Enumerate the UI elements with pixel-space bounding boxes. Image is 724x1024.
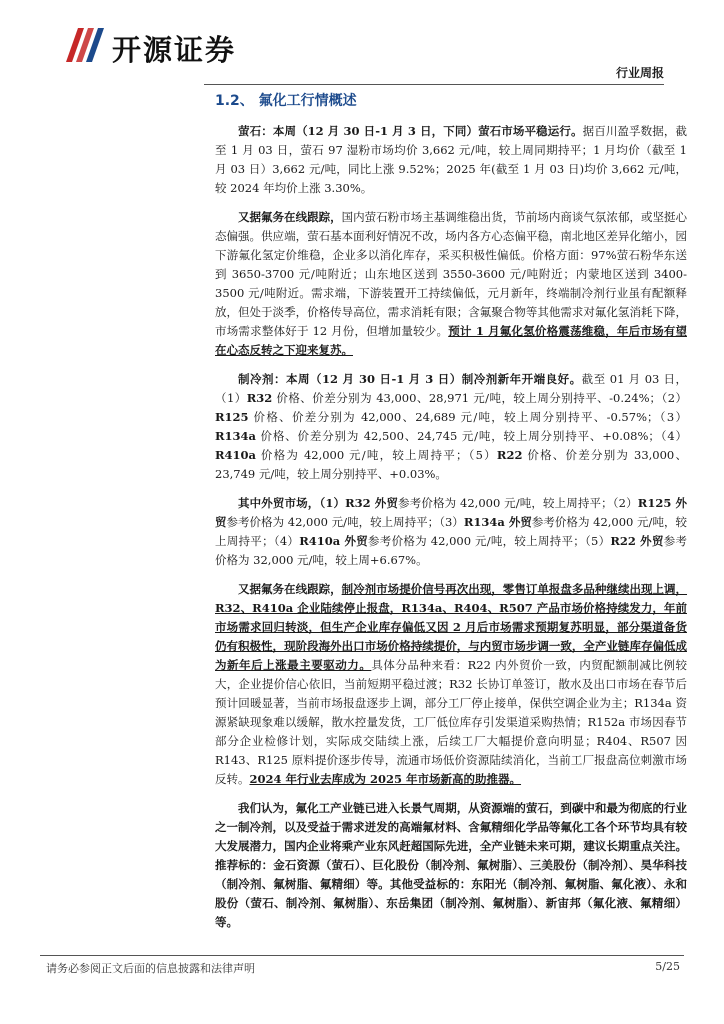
refrigerant-lead: 制冷剂：本周（12 月 30 日-1 月 3 日）制冷剂新年开端良好。: [238, 372, 582, 386]
product-r134a: R134a: [215, 429, 257, 443]
export-market-paragraph: [215, 494, 687, 570]
company-logo: [60, 22, 280, 72]
header-divider: [204, 84, 664, 85]
fluorite-tracking-highlight: 预计 1 月氟化氢价格震荡维稳，年后市场有望在心态反转之下迎来复苏。: [215, 324, 687, 357]
fluorite-tracking-lead: 又据氟务在线跟踪，: [238, 210, 342, 224]
footer-disclaimer: 请务必参阅正文后面的信息披露和法律声明: [46, 962, 255, 975]
main-content: [215, 92, 687, 942]
fluorite-body: 据百川盈孚数据，截至 1 月 03 日，萤石 97 湿粉市场均价 3,662 元/吨，较上周同期持平；1 月均价（截至 1 月 03 日）3,662 元/吨，同比上涨 9.52%；2025 年(截至 1 月 03 日)均价 3,662 元/吨，较 2024 年均价上涨 3.30%。: [215, 124, 687, 195]
export-r22: R22 外贸: [610, 534, 664, 548]
footer-divider: [40, 955, 684, 956]
report-type-label: 行业周报: [615, 66, 664, 80]
export-r125: R125 外贸: [215, 496, 687, 529]
export-r410a: R410a 外贸: [299, 534, 369, 548]
product-r22: R22: [496, 448, 523, 462]
conclusion-text: 我们认为，氟化工产业链已进入长景气周期，从资源端的萤石，到碳中和最为彻底的行业之一制冷剂，以及受益于需求迸发的高端氟材料、含氟精细化学品等氟化工各个环节均具有较大发展潜力，国内企业将乘产业东风赶超国际先进，全产业链未来可期，建议长期重点关注。推荐标的：金石资源（萤石）、巨化股份（制冷剂、氟树脂）、三美股份（制冷剂）、昊华科技（制冷剂、氟树脂、氟精细）等。其他受益标的：东阳光（制冷剂、氟树脂、氟化液）、永和股份（萤石、制冷剂、氟树脂）、东岳集团（制冷剂、氟树脂）、新宙邦（氟化液、氟精细）等。: [215, 801, 687, 929]
page-number: 5/25: [655, 960, 680, 973]
export-text: 参考价格为 42,000 元/吨，较上周持平；（4）: [215, 515, 687, 548]
export-r32: R32 外贸: [345, 496, 399, 510]
conclusion-paragraph: [215, 799, 687, 932]
export-text: （1）: [319, 496, 346, 510]
export-text: 参考价格为 42,000 元/吨，较上周持平；（5）: [368, 534, 611, 548]
export-text: 参考价格为 32,000 元/吨，较上周+6.67%。: [215, 534, 687, 567]
export-market-lead: 其中外贸市场，: [238, 496, 320, 510]
refrigerant-text: 截至 01 月 03 日，（1）: [215, 372, 687, 405]
product-r32: R32: [246, 391, 273, 405]
section-title: 1.2、 氟化工行情概述: [215, 93, 357, 109]
refrigerant-tracking-lead: 又据氟务在线跟踪，: [238, 582, 342, 596]
kaiyuan-logo-icon: [60, 22, 108, 70]
fluorite-tracking-body: 国内萤石粉市场主基调维稳出货，节前场内商谈气氛浓郁，或坚挺心态偏强。供应端，萤石基本面利好情况不改，场内各方心态偏平稳，南北地区差异化缩小，园下游氟化氢定价维稳，企业多以消化库存，采买积极性偏低。价格方面：97%萤石粉华东送到 3650-3700 元/吨附近；山东地区送到 3550-3600 元/吨附近；内蒙地区送到 3400-3500 元/吨附近。需求端，下游装置开工持续偏低，元月新年，终端制冷剂行业虽有配额释放，但处于淡季，价格传导高位，需求消耗有限；含氟聚合物等其他需求对氟化氢消耗下降，市场需求整体好于 12 月份，但增加量较少。: [215, 210, 688, 338]
refrigerant-text: 价格、价差分别为 42,000、24,689 元/吨，较上周分别持平、-0.57%；（3）: [248, 410, 687, 424]
refrigerant-text: 价格、价差分别为 33,000、23,749 元/吨，较上周分别持平、+0.03%。: [215, 448, 687, 481]
refrigerant-text: 价格、价差分别为 42,500、24,745 元/吨，较上周分别持平、+0.08%；（4）: [256, 429, 687, 443]
fluorite-tracking-paragraph: [215, 208, 687, 360]
refrigerant-tracking-paragraph: [215, 580, 687, 789]
refrigerant-tracking-highlight: 制冷剂市场提价信号再次出现，零售订单报盘多品种继续出现上调，R32、R410a 企业陆续停止报盘，R134a、R404、R507 产品市场价格持续发力，年前市场需求回归转淡，但生产企业库存偏低又因 2 月后市场需求预期复苏明显，部分渠道备货仍有积极性，现阶段海外出口市场价格持续提价，与内贸市场步调一致，全产业链库存偏低成为新年后上涨最主要驱动力。: [215, 582, 688, 672]
product-r410a: R410a: [215, 448, 257, 462]
refrigerant-text: 价格、价差分别为 43,000、28,971 元/吨，较上周分别持平、-0.24%；（2）: [272, 391, 687, 405]
refrigerant-paragraph: [215, 370, 687, 484]
export-r134a: R134a 外贸: [463, 515, 532, 529]
export-text: 参考价格为 42,000 元/吨，较上周持平；（2）: [398, 496, 638, 510]
refrigerant-tracking-tail: 2024 年行业去库成为 2025 年市场新高的助推器。: [249, 772, 522, 786]
refrigerant-tracking-body: 具体分品种来看：R22 内外贸价一致，内贸配额制减比例较大，企业提价信心依旧，当前短期平稳过渡；R32 长协订单签订，散水及出口市场在春节后预计回暖显著，当前市场报盘逐步上调，部分工厂停止接单，保供空调企业为主；R134a 资源紧缺现象难以缓解，散水控量发货，工厂低位库存引发渠道采购热情；R152a 市场因春节部分企业检修计划，实际成交陆续上涨，后续工厂大幅提价意向明显；R404、R507 因 R143、R125 原料提价逐步传导，流通市场低价资源陆续消化，当前工厂报盘高位刺激市场反转。: [215, 658, 687, 786]
export-text: 参考价格为 42,000 元/吨，较上周持平；（3）: [226, 515, 464, 529]
fluorite-paragraph: [215, 122, 687, 198]
refrigerant-text: 价格为 42,000 元/吨，较上周持平；（5）: [256, 448, 497, 462]
product-r125: R125: [215, 410, 249, 424]
fluorite-lead: 萤石：本周（12 月 30 日-1 月 3 日，下同）萤石市场平稳运行。: [238, 124, 583, 138]
brand-name: 开源证券: [112, 33, 237, 67]
